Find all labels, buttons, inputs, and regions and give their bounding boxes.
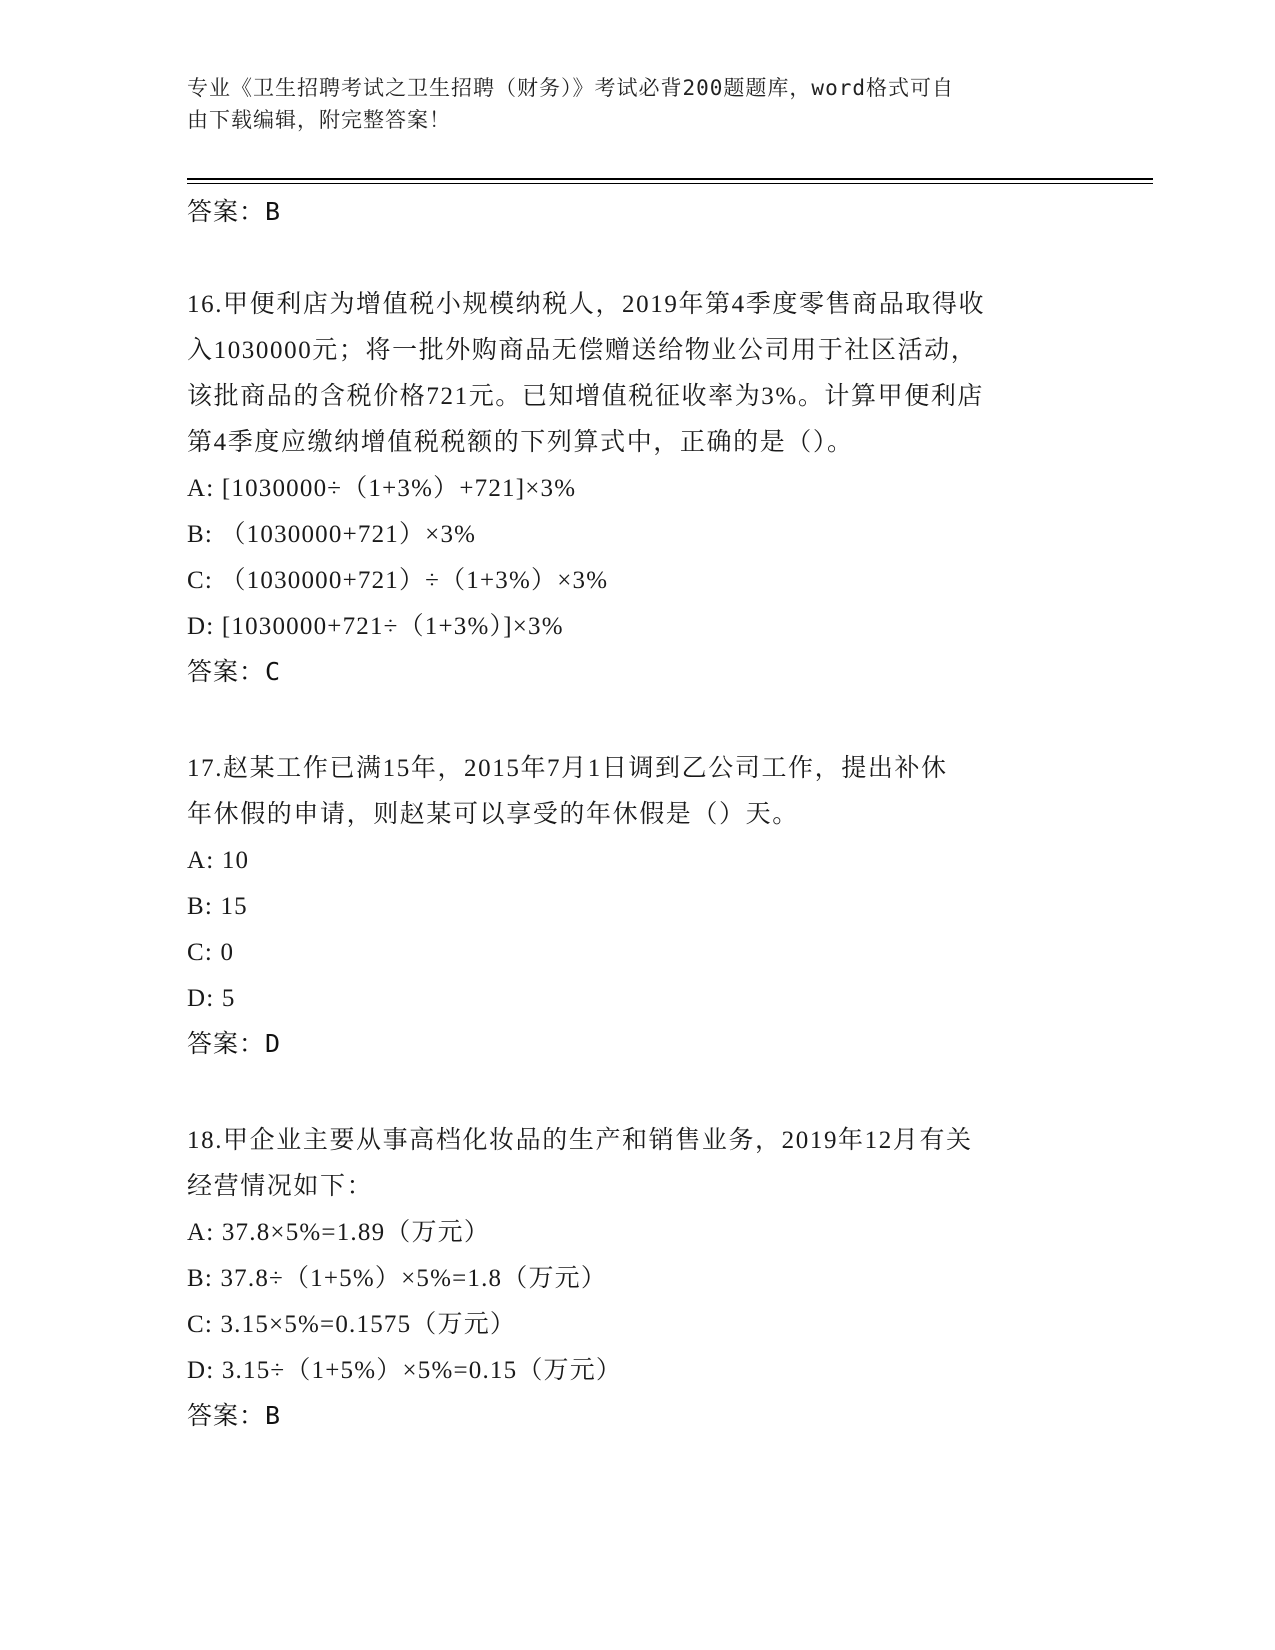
- answer-label: 答案：D: [187, 1029, 282, 1058]
- question-block: [187, 282, 1087, 694]
- header-line-2: 由下载编辑，附完整答案！: [187, 108, 451, 132]
- question-line: 18.甲企业主要从事高档化妆品的生产和销售业务，2019年12月有关: [187, 1127, 973, 1154]
- question-line: 第4季度应缴纳增值税税额的下列算式中，正确的是（）。: [187, 429, 854, 456]
- option-c: C: 0: [187, 939, 235, 966]
- option-d: D: 3.15÷（1+5%）×5%=0.15（万元）: [187, 1357, 623, 1384]
- option-a: A: 10: [187, 847, 250, 874]
- page-header: [187, 72, 1067, 136]
- question-line: 经营情况如下：: [187, 1173, 374, 1200]
- option-a: A: [1030000÷（1+3%）+721]×3%: [187, 475, 577, 502]
- answer-label: 答案：C: [187, 657, 282, 686]
- spacer: [187, 694, 1087, 746]
- answer-label: 答案：B: [187, 197, 282, 226]
- question-line: 该批商品的含税价格721元。已知增值税征收率为3%。计算甲便利店: [187, 383, 985, 410]
- spacer: [187, 234, 1087, 282]
- option-d: D: [1030000+721÷（1+3%）]×3%: [187, 613, 564, 640]
- spacer: [187, 1066, 1087, 1118]
- option-a: A: 37.8×5%=1.89（万元）: [187, 1219, 491, 1246]
- option-b: B: 37.8÷（1+5%）×5%=1.8（万元）: [187, 1265, 608, 1292]
- header-rule-thick: [187, 178, 1153, 180]
- question-line: 年休假的申请，则赵某可以享受的年休假是（）天。: [187, 801, 799, 828]
- question-block: [187, 746, 1087, 1066]
- question-block: [187, 1118, 1087, 1438]
- header-rule-thin: [187, 183, 1153, 184]
- question-line: 入1030000元；将一批外购商品无偿赠送给物业公司用于社区活动，: [187, 337, 978, 364]
- question-line: 17.赵某工作已满15年，2015年7月1日调到乙公司工作，提出补休: [187, 755, 948, 782]
- option-b: B: 15: [187, 893, 248, 920]
- option-b: B: （1030000+721）×3%: [187, 521, 477, 548]
- document-body: [187, 190, 1087, 1438]
- option-d: D: 5: [187, 985, 236, 1012]
- header-line-1: 专业《卫生招聘考试之卫生招聘（财务）》考试必背200题题库，word格式可自: [187, 76, 954, 100]
- answer-label: 答案：B: [187, 1401, 282, 1430]
- option-c: C: （1030000+721）÷（1+3%）×3%: [187, 567, 609, 594]
- question-line: 16.甲便利店为增值税小规模纳税人，2019年第4季度零售商品取得收: [187, 291, 986, 318]
- option-c: C: 3.15×5%=0.1575（万元）: [187, 1311, 517, 1338]
